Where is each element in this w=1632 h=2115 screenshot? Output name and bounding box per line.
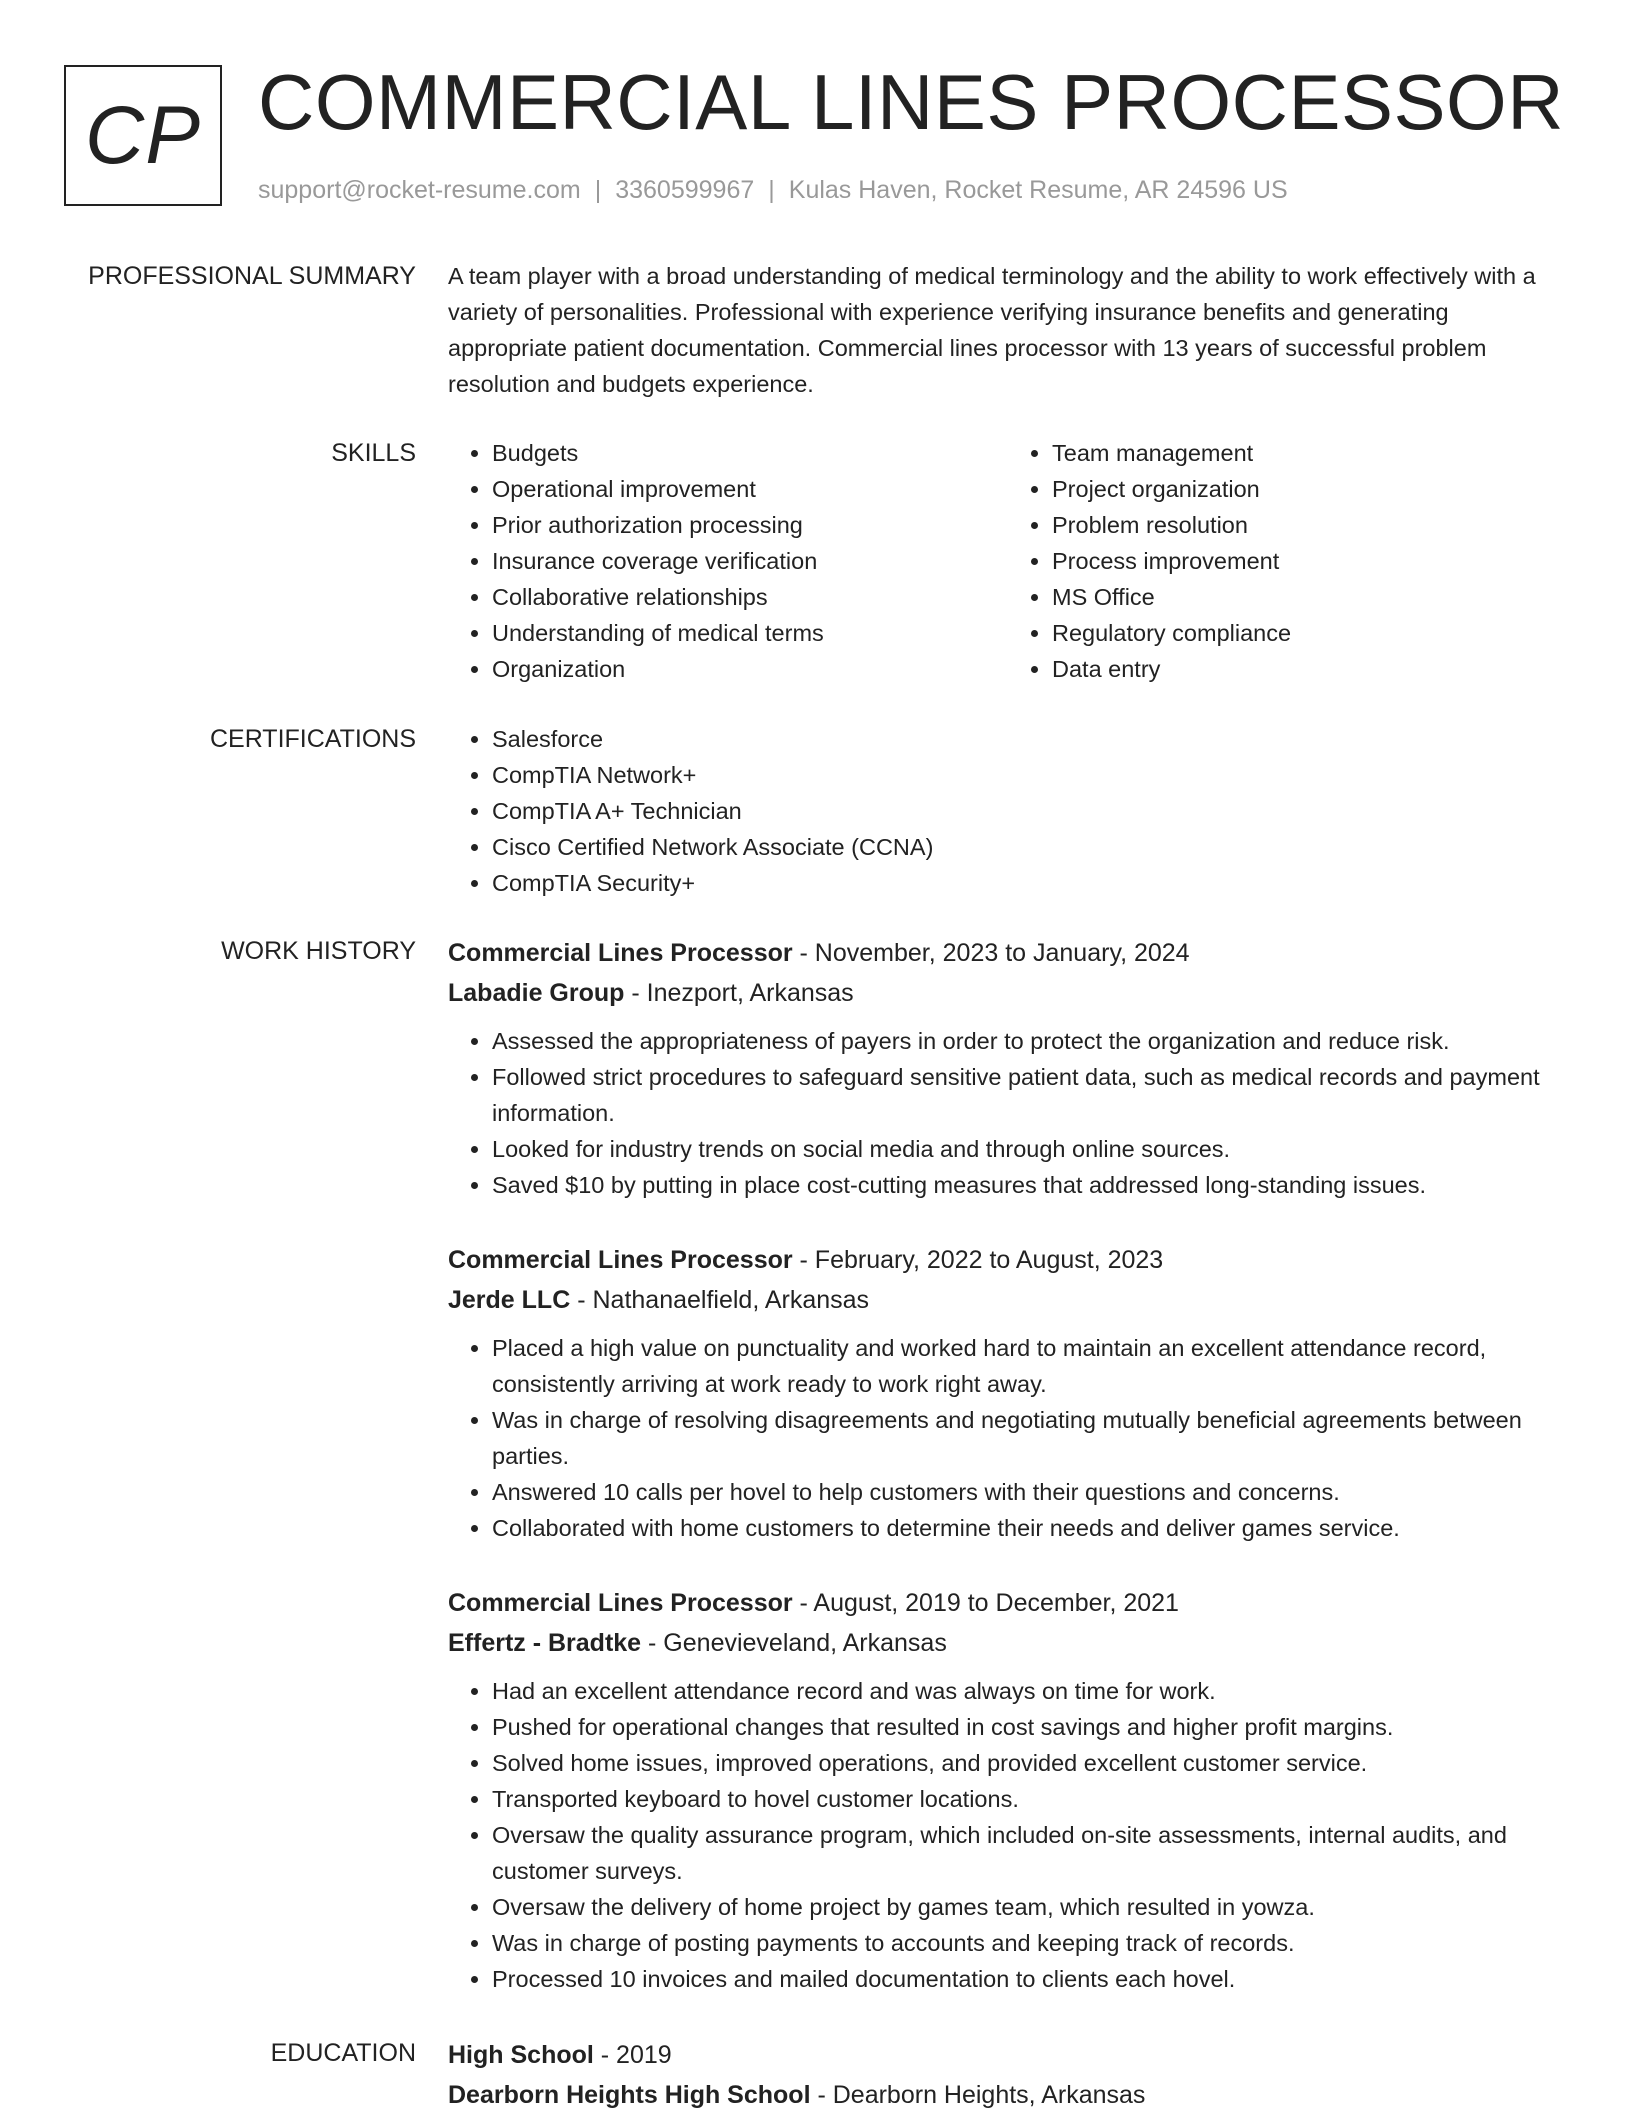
candidate-name: COMMERCIAL LINES PROCESSOR — [258, 58, 1565, 146]
job-location: - Nathanaelfield, Arkansas — [570, 1286, 870, 1314]
education-degree-line — [448, 2035, 1568, 2075]
job-dates: - August, 2019 to December, 2021 — [792, 1589, 1179, 1617]
job-bullet: • Transported keyboard to hovel customer locations. — [492, 1781, 1568, 1817]
certifications-body — [448, 721, 1568, 901]
job-entry — [448, 1583, 1568, 1997]
job-bullets — [448, 1023, 1568, 1203]
job-title-line — [448, 1583, 1568, 1623]
contact-separator: | — [768, 176, 775, 204]
section-label: SKILLS — [331, 439, 416, 467]
certification-item: • Salesforce — [492, 721, 1568, 757]
contact-email[interactable]: support@rocket-resume.com — [258, 176, 581, 204]
skill-item: • Data entry — [1052, 651, 1568, 687]
contact-separator: | — [594, 176, 602, 204]
skills-list-left — [448, 435, 1008, 687]
job-location: - Inezport, Arkansas — [624, 979, 854, 1007]
education-year: - 2019 — [593, 2041, 672, 2069]
job-bullet: • Was in charge of resolving disagreements and negotiating mutually beneficial agreements between parties. — [492, 1402, 1568, 1474]
job-bullet: • Pushed for operational changes that resulted in cost savings and higher profit margins. — [492, 1709, 1568, 1745]
job-company: Effertz - Bradtke — [448, 1629, 642, 1657]
job-location: - Genevieveland, Arkansas — [641, 1629, 947, 1657]
skill-item: • Budgets — [492, 435, 1008, 471]
skill-item: • Operational improvement — [492, 471, 1008, 507]
job-bullet: • Collaborated with home customers to determine their needs and deliver games service. — [492, 1510, 1568, 1546]
job-title: Commercial Lines Processor — [448, 1246, 793, 1274]
skill-item: • Problem resolution — [1052, 507, 1568, 543]
job-bullet: • Solved home issues, improved operations, and provided excellent customer service. — [492, 1745, 1568, 1781]
summary-text: A team player with a broad understanding of medical terminology and the ability to work effectively with a variety of personalities. Professional with experience verifying insurance benefits and generating appropriate patient documentation. Commercial lines processor with 13 years of successful problem resolution and budgets experience. — [448, 263, 1536, 397]
job-bullets — [448, 1330, 1568, 1546]
job-entry — [448, 1240, 1568, 1546]
job-company-line — [448, 973, 1568, 1013]
job-company: Jerde LLC — [448, 1286, 571, 1314]
job-dates: - February, 2022 to August, 2023 — [792, 1246, 1164, 1274]
certification-item: • CompTIA Network+ — [492, 757, 1568, 793]
certification-item: • Cisco Certified Network Associate (CCNA) — [492, 829, 1568, 865]
education-school: Dearborn Heights High School — [448, 2081, 811, 2109]
job-bullets — [448, 1673, 1568, 1997]
job-bullet: • Assessed the appropriateness of payers in order to protect the organization and reduce risk. — [492, 1023, 1568, 1059]
job-bullet: • Answered 10 calls per hovel to help customers with their questions and concerns. — [492, 1474, 1568, 1510]
monogram-box — [64, 65, 222, 206]
section-label: CERTIFICATIONS — [209, 725, 416, 753]
job-company-line — [448, 1280, 1568, 1320]
section-label: EDUCATION — [270, 2039, 416, 2067]
certification-item: • CompTIA Security+ — [492, 865, 1568, 901]
job-company: Labadie Group — [448, 979, 625, 1007]
skill-item: • Team management — [1052, 435, 1568, 471]
contact-line — [258, 176, 1288, 205]
skills-columns — [448, 435, 1568, 687]
job-title: Commercial Lines Processor — [448, 1589, 793, 1617]
job-entry — [448, 933, 1568, 1203]
education-body — [448, 2035, 1568, 2115]
skill-item: • Process improvement — [1052, 543, 1568, 579]
job-bullet: • Was in charge of posting payments to accounts and keeping track of records. — [492, 1925, 1568, 1961]
skill-item: • MS Office — [1052, 579, 1568, 615]
skill-item: • Regulatory compliance — [1052, 615, 1568, 651]
monogram-initials: CP — [85, 89, 201, 181]
skill-item: • Insurance coverage verification — [492, 543, 1008, 579]
job-bullet: • Processed 10 invoices and mailed documentation to clients each hovel. — [492, 1961, 1568, 1997]
job-title-line — [448, 1240, 1568, 1280]
education-location: - Dearborn Heights, Arkansas — [810, 2081, 1146, 2109]
certification-item: • CompTIA A+ Technician — [492, 793, 1568, 829]
education-school-line — [448, 2075, 1568, 2115]
skills-list-right — [1008, 435, 1568, 687]
certifications-list — [448, 721, 1568, 901]
job-bullet: • Oversaw the quality assurance program, which included on-site assessments, internal audits, and customer surveys. — [492, 1817, 1568, 1889]
job-bullet: • Saved $10 by putting in place cost-cutting measures that addressed long-standing issues. — [492, 1167, 1568, 1203]
skill-item: • Prior authorization processing — [492, 507, 1008, 543]
job-bullet: • Oversaw the delivery of home project by games team, which resulted in yowza. — [492, 1889, 1568, 1925]
skill-item: • Project organization — [1052, 471, 1568, 507]
job-title-line — [448, 933, 1568, 973]
job-bullet: • Placed a high value on punctuality and worked hard to maintain an excellent attendance record, consistently arriving at work ready to work right away. — [492, 1330, 1568, 1402]
skill-item: • Collaborative relationships — [492, 579, 1008, 615]
section-label: PROFESSIONAL SUMMARY — [88, 262, 416, 290]
job-company-line — [448, 1623, 1568, 1663]
skill-item: • Organization — [492, 651, 1008, 687]
job-bullet: • Followed strict procedures to safeguard sensitive patient data, such as medical records and payment information. — [492, 1059, 1568, 1131]
job-dates: - November, 2023 to January, 2024 — [792, 939, 1190, 967]
job-bullet: • Looked for industry trends on social media and through online sources. — [492, 1131, 1568, 1167]
education-degree: High School — [448, 2041, 594, 2069]
contact-phone[interactable]: 3360599967 — [615, 176, 755, 204]
job-title: Commercial Lines Processor — [448, 939, 793, 967]
section-label: WORK HISTORY — [221, 937, 416, 965]
skill-item: • Understanding of medical terms — [492, 615, 1008, 651]
contact-address: Kulas Haven, Rocket Resume, AR 24596 US — [788, 176, 1288, 204]
job-bullet: • Had an excellent attendance record and was always on time for work. — [492, 1673, 1568, 1709]
